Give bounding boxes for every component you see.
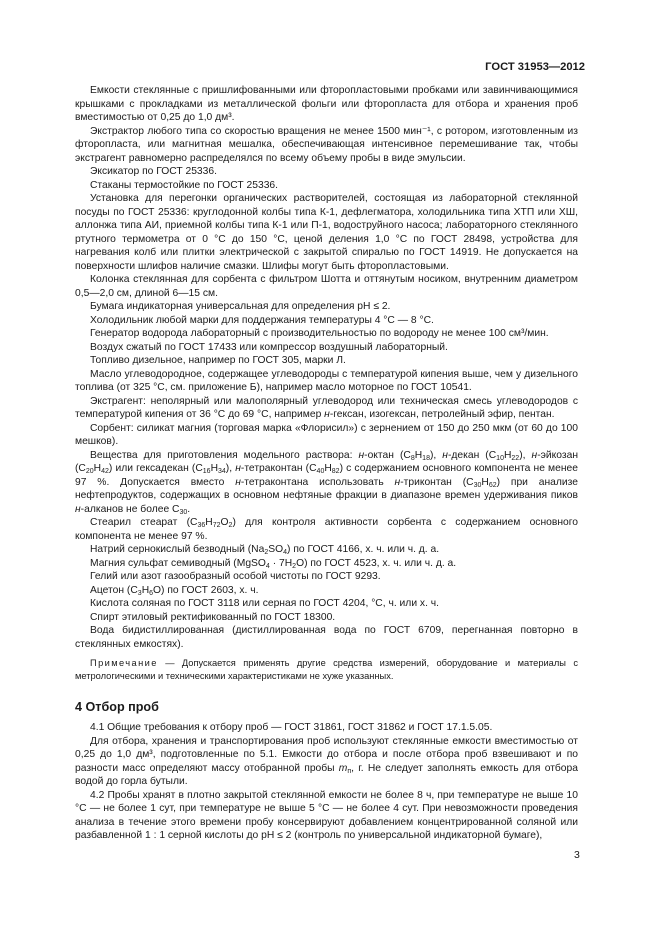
document-body xyxy=(75,84,578,843)
paragraph: Гелий или азот газообразный особой чистоты по ГОСТ 9293. xyxy=(90,571,381,582)
paragraph: Колонка стеклянная для сорбента с фильтром Шотта и оттянутым носиком, внутренним диаметром 0,5—2,0 см, длиной 6—15 см. xyxy=(75,274,578,299)
paragraph: Для отбора, хранения и транспортирования проб используют стеклянные емкости вместимостью от 0,25 до 1,0 дм³, подготовленные по 5.1. Емкости до отбора и после отбора проб взвешивают и по разности масс определяют массу отобранной пробы $m_п$, г. Не следует заполнять емкость для отбора водой до горла бутыли. xyxy=(75,735,578,787)
note-label: Примечание xyxy=(90,658,158,668)
note xyxy=(75,657,578,682)
paragraph: Вода бидистиллированная (дистиллированная вода по ГОСТ 6709, перегнанная повторно в стеклянных емкостях). xyxy=(75,625,578,650)
paragraph: Вещества для приготовления модельного раствора: н-октан $(C_8H_{18})$, н-декан $(C_{10}H_{22})$, н-эйкозан $(C_{20}H_{42})$ или гексадекан $(C_{16}H_{34})$, н-тетраконтан $(C_{40}H_{82})$ с содержанием основного компонента не менее 97 %. Допускается вместо н-тетраконтана использовать н-триконтан $(C_{30}H_{62})$ при анализе нефтепродуктов, содержащих в основном нефтяные фракции в диапазоне времен удерживания пиков н-алканов не более $C_{30}$. xyxy=(75,449,579,516)
paragraph: Воздух сжатый по ГОСТ 17433 или компрессор воздушный лабораторный. xyxy=(90,341,448,353)
paragraph: Спирт этиловый ректификованный по ГОСТ 18300. xyxy=(90,611,336,623)
paragraph: 4.2 Пробы хранят в плотно закрытой стеклянной емкости не более 8 ч, при температуре не выше 10 °С — не более 1 сут, при температуре не выше 5 °С — не более 4 сут. При невозможности проведения анализа в течение этого времени пробу консервируют добавлением концентрированной соляной или разбавленной 1 : 1 серной кислоты до рН ≤ 2 (контроль по универсальной индикаторной бумаге), xyxy=(75,789,578,841)
section-heading: 4 Отбор проб xyxy=(75,700,159,714)
paragraph: Магния сульфат семиводный (MgSO$_4$ · $7H_2O$) по ГОСТ 4523, х. ч. или ч. д. а. xyxy=(90,557,457,570)
standard-header: ГОСТ 31953—2012 xyxy=(485,61,585,73)
paragraph: 4.1 Общие требования к отбору проб — ГОСТ 31861, ГОСТ 31862 и ГОСТ 17.1.5.05. xyxy=(90,722,493,733)
paragraph: Емкости стеклянные с пришлифованными или фторопластовыми пробками или завинчивающимися крышками с прокладками из металлической фольги или фторопласта для отбора и хранения проб вместимостью от 0,25 до 1,0 дм³. xyxy=(75,85,578,123)
paragraph: Натрий сернокислый безводный $(Na_2SO_4)$ по ГОСТ 4166, х. ч. или ч. д. а. xyxy=(90,544,440,556)
paragraph: Стеарил стеарат $(C_{36}H_{72}O_2)$ для контроля активности сорбента с содержанием основного компонента не менее 97 %. xyxy=(75,517,578,542)
paragraph: Кислота соляная по ГОСТ 3118 или серная по ГОСТ 4204, °С, ч. или х. ч. xyxy=(90,598,440,609)
paragraph: Холодильник любой марки для поддержания температуры 4 °С — 8 °С. xyxy=(90,314,434,326)
paragraph: Генератор водорода лабораторный с производительностью по водороду не менее 100 см³/мин. xyxy=(90,328,549,339)
paragraph: Топливо дизельное, например по ГОСТ 305, марки Л. xyxy=(90,355,346,366)
note-text: — Допускается применять другие средства измерений, оборудование и материалы с метрологическими и техническими характеристиками не хуже указанных. xyxy=(75,658,578,681)
paragraph: Сорбент: силикат магния (торговая марка «Флорисил») с зернением от 150 до 250 мкм (от 60 до 100 мешков). xyxy=(75,422,578,447)
paragraph: Эксикатор по ГОСТ 25336. xyxy=(90,166,217,177)
paragraph: Стаканы термостойкие по ГОСТ 25336. xyxy=(90,179,279,191)
page-number: 3 xyxy=(574,849,580,861)
paragraph: Ацетон $(C_3H_6O)$ по ГОСТ 2603, х. ч. xyxy=(90,584,259,597)
paragraph: Экстрактор любого типа со скоростью вращения не менее 1500 мин⁻¹, с ротором, изготовленным из фторопласта, или магнитная мешалка, обеспечивающая интенсивное перемешивание так, чтобы экстрагент равномерно распределялся по всему объему пробы в виде эмульсии. xyxy=(75,125,578,164)
paragraph: Масло углеводородное, содержащее углеводороды с температурой кипения выше, чем у дизельного топлива (от 325 °С, см. приложение Б), например масло моторное по ГОСТ 10541. xyxy=(75,368,578,393)
paragraph: Бумага индикаторная универсальная для определения рН ≤ 2. xyxy=(90,301,391,312)
paragraph: Экстрагент: неполярный или малополярный углеводород или техническая смесь углеводородов с температурой кипения от 36 °С до 69 °С, например н-гексан, изогексан, петролейный эфир, пентан. xyxy=(75,395,578,420)
paragraph: Установка для перегонки органических растворителей, состоящая из лабораторной стеклянной посуды по ГОСТ 25336: круглодонной колбы типа К-1, дефлегматора, холодильника типа ХТП или ХШ, аллонжа типа АИ, приемной колбы типа К-1 или П-1, водоструйного насоса; лабораторного стеклянного ртутного термометра от 0 °С до 150 °С, ценой деления 1,0 °С по ГОСТ 28498, устройства для нагревания колб или плитки электрической с закрытой спиралью по ГОСТ 14919. Не допускается на поверхности шлифов наличие смазки. Шлифы могут быть фторопластовыми. xyxy=(75,193,578,272)
